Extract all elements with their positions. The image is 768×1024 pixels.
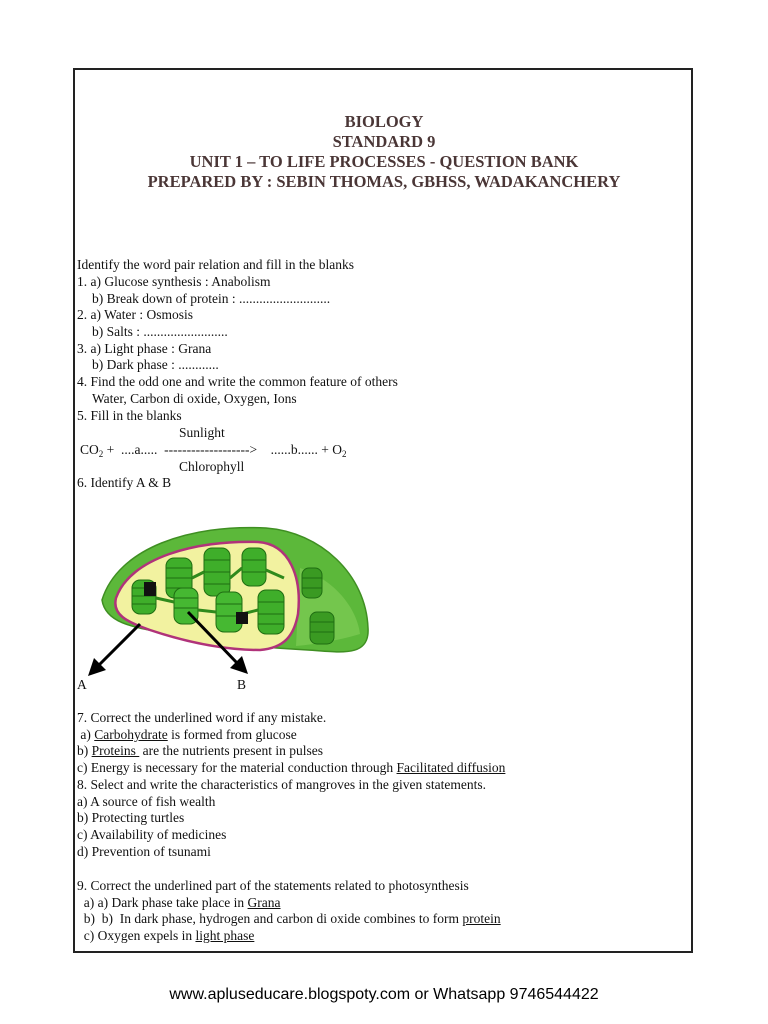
question-7b: b) Proteins are the nutrients present in pulses [77, 743, 323, 758]
question-3a: 3. a) Light phase : Grana [77, 341, 212, 356]
question-2b: b) Salts : ......................... [92, 324, 228, 339]
prepared-by: PREPARED BY : SEBIN THOMAS, GBHSS, WADAKANCHERY [147, 172, 621, 191]
question-9c: c) Oxygen expels in light phase [77, 928, 255, 943]
question-4-items: Water, Carbon di oxide, Oxygen, Ions [92, 391, 297, 406]
arrow-a [88, 624, 140, 676]
instruction-text: Identify the word pair relation and fill in the blanks [77, 257, 355, 272]
question-8d: d) Prevention of tsunami [77, 844, 211, 859]
question-8: 8. Select and write the characteristics of mangroves in the given statements. [77, 777, 486, 792]
unit-title: UNIT 1 – TO LIFE PROCESSES - QUESTION BANK [189, 152, 579, 171]
question-7a: a) Carbohydrate is formed from glucose [77, 727, 297, 742]
granum [302, 568, 322, 598]
question-3b: b) Dark phase : ............ [92, 357, 219, 372]
standard-title: STANDARD 9 [332, 132, 436, 151]
granum [258, 590, 284, 634]
question-8c: c) Availability of medicines [77, 827, 227, 842]
question-4: 4. Find the odd one and write the common feature of others [77, 374, 398, 389]
question-9: 9. Correct the underlined part of the statements related to photosynthesis [77, 878, 469, 893]
underlined-word: Facilitated diffusion [396, 760, 506, 775]
underlined-word: Carbohydrate [94, 727, 168, 742]
underlined-word: protein [462, 911, 501, 926]
subject-title: BIOLOGY [344, 112, 424, 131]
question-1a: 1. a) Glucose synthesis : Anabolism [77, 274, 271, 289]
question-7: 7. Correct the underlined word if any mistake. [77, 710, 327, 725]
photosynthesis-equation: $CO_2 + ....a$..... -------------------> ......b...... + $O_2$ [80, 442, 347, 459]
question-8b: b) Protecting turtles [77, 810, 185, 825]
underlined-word: Proteins [91, 743, 140, 758]
underlined-word: Grana [247, 895, 281, 910]
question-9b: b) b) In dark phase, hydrogen and carbon di oxide combines to form protein [77, 911, 501, 926]
label-a: A [77, 677, 87, 692]
underlined-word: light phase [195, 928, 255, 943]
marker-a [144, 582, 156, 596]
granum [310, 612, 334, 644]
question-5: 5. Fill in the blanks [77, 408, 182, 423]
equation-sunlight: Sunlight [179, 425, 225, 440]
chloroplast-diagram [70, 518, 380, 688]
question-8a: a) A source of fish wealth [77, 794, 216, 809]
granum [242, 548, 266, 586]
question-2a: 2. a) Water : Osmosis [77, 307, 194, 322]
document-header [75, 112, 693, 192]
question-6: 6. Identify A & B [77, 475, 172, 490]
marker-b [236, 612, 248, 624]
equation-chlorophyll: Chlorophyll [179, 459, 245, 474]
question-1b: b) Break down of protein : ........................... [92, 291, 331, 306]
question-9a: a) a) Dark phase take place in Grana [77, 895, 281, 910]
granum [204, 548, 230, 596]
question-7c: c) Energy is necessary for the material conduction through Facilitated diffusion [77, 760, 506, 775]
label-b: B [237, 677, 247, 692]
footer-contact: www.apluseducare.blogspoty.com or Whatsapp 9746544422 [169, 986, 599, 1003]
